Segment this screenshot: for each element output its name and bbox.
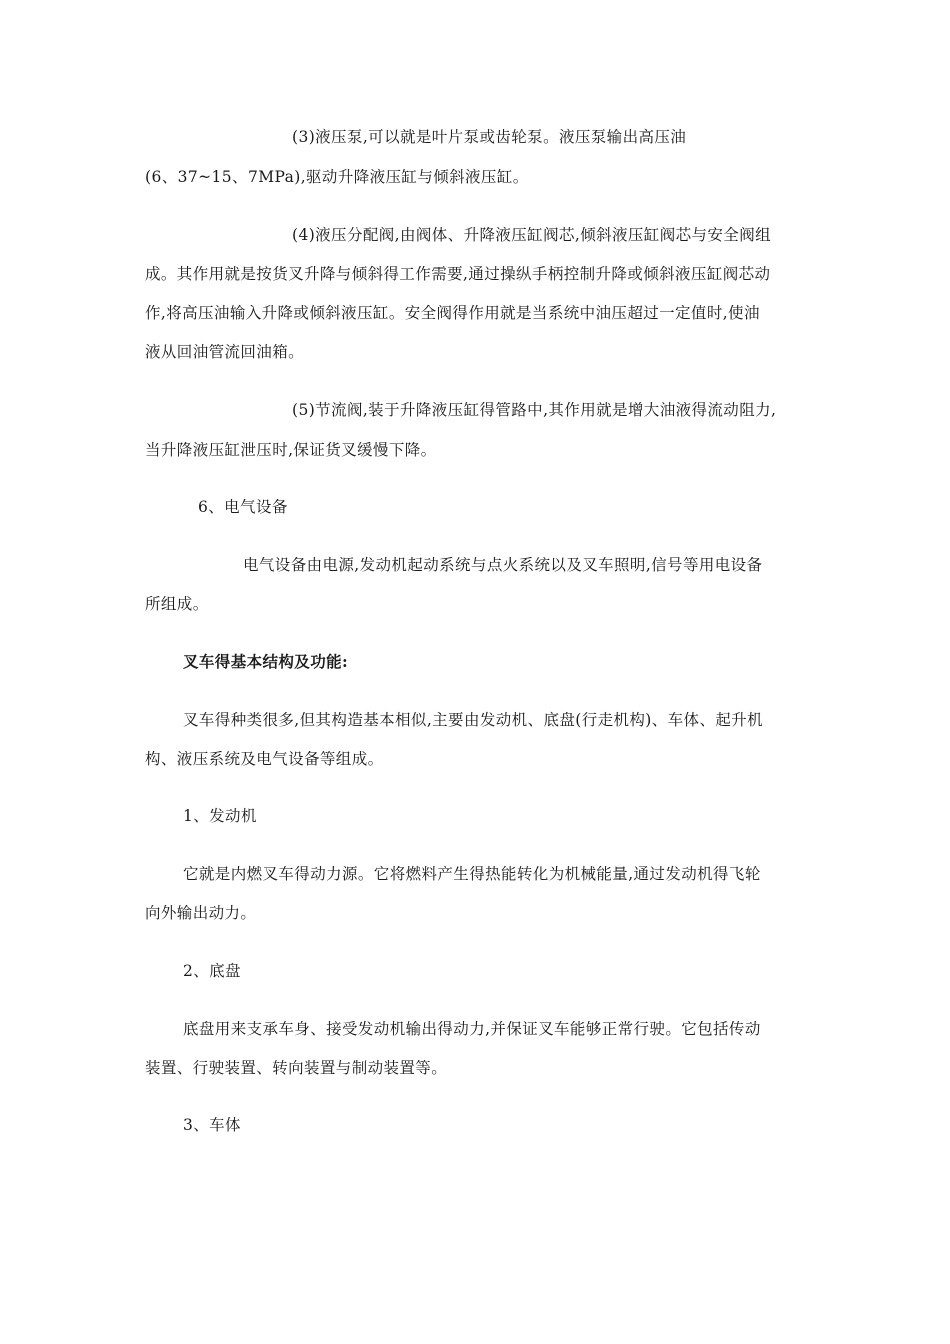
paragraph-throttle-valve-line-1: (5)节流阀,装于升降液压缸得管路中,其作用就是增大油液得流动阻力, <box>292 401 777 419</box>
paragraph-distribution-valve-line-3: 作,将高压油输入升降或倾斜液压缸。安全阀得作用就是当系统中油压超过一定值时,使油 <box>145 304 760 322</box>
paragraph-electrical-line-2: 所组成。 <box>145 595 209 613</box>
paragraph-distribution-valve-line-4: 液从回油管流回油箱。 <box>145 343 305 361</box>
section-heading-electrical: 6、电气设备 <box>198 498 288 516</box>
paragraph-electrical-line-1: 电气设备由电源,发动机起动系统与点火系统以及叉车照明,信号等用电设备 <box>243 556 763 574</box>
paragraph-overview-line-2: 构、液压系统及电气设备等组成。 <box>145 750 384 768</box>
paragraph-distribution-valve-line-2: 成。其作用就是按货叉升降与倾斜得工作需要,通过操纵手柄控制升降或倾斜液压缸阀芯动 <box>145 265 771 283</box>
paragraph-throttle-valve-line-2: 当升降液压缸泄压时,保证货叉缓慢下降。 <box>145 441 437 459</box>
paragraph-distribution-valve-line-1: (4)液压分配阀,由阀体、升降液压缸阀芯,倾斜液压缸阀芯与安全阀组 <box>292 226 772 244</box>
paragraph-chassis-line-2: 装置、行驶装置、转向装置与制动装置等。 <box>145 1059 448 1077</box>
paragraph-overview-line-1: 叉车得种类很多,但其构造基本相似,主要由发动机、底盘(行走机构)、车体、起升机 <box>183 711 764 729</box>
paragraph-chassis-line-1: 底盘用来支承车身、接受发动机输出得动力,并保证叉车能够正常行驶。它包括传动 <box>183 1020 761 1038</box>
paragraph-hydraulic-pump-line-1: (3)液压泵,可以就是叶片泵或齿轮泵。液压泵输出高压油 <box>292 128 687 146</box>
section-heading-chassis: 2、底盘 <box>183 962 241 980</box>
heading-forklift-structure: 叉车得基本结构及功能: <box>183 652 349 671</box>
paragraph-hydraulic-pump-line-2: (6、37~15、7MPa),驱动升降液压缸与倾斜液压缸。 <box>145 168 529 186</box>
paragraph-engine-line-2: 向外输出动力。 <box>145 904 257 922</box>
paragraph-engine-line-1: 它就是内燃叉车得动力源。它将燃料产生得热能转化为机械能量,通过发动机得飞轮 <box>183 865 761 883</box>
section-heading-body: 3、车体 <box>183 1116 241 1134</box>
section-heading-engine: 1、发动机 <box>183 807 257 825</box>
